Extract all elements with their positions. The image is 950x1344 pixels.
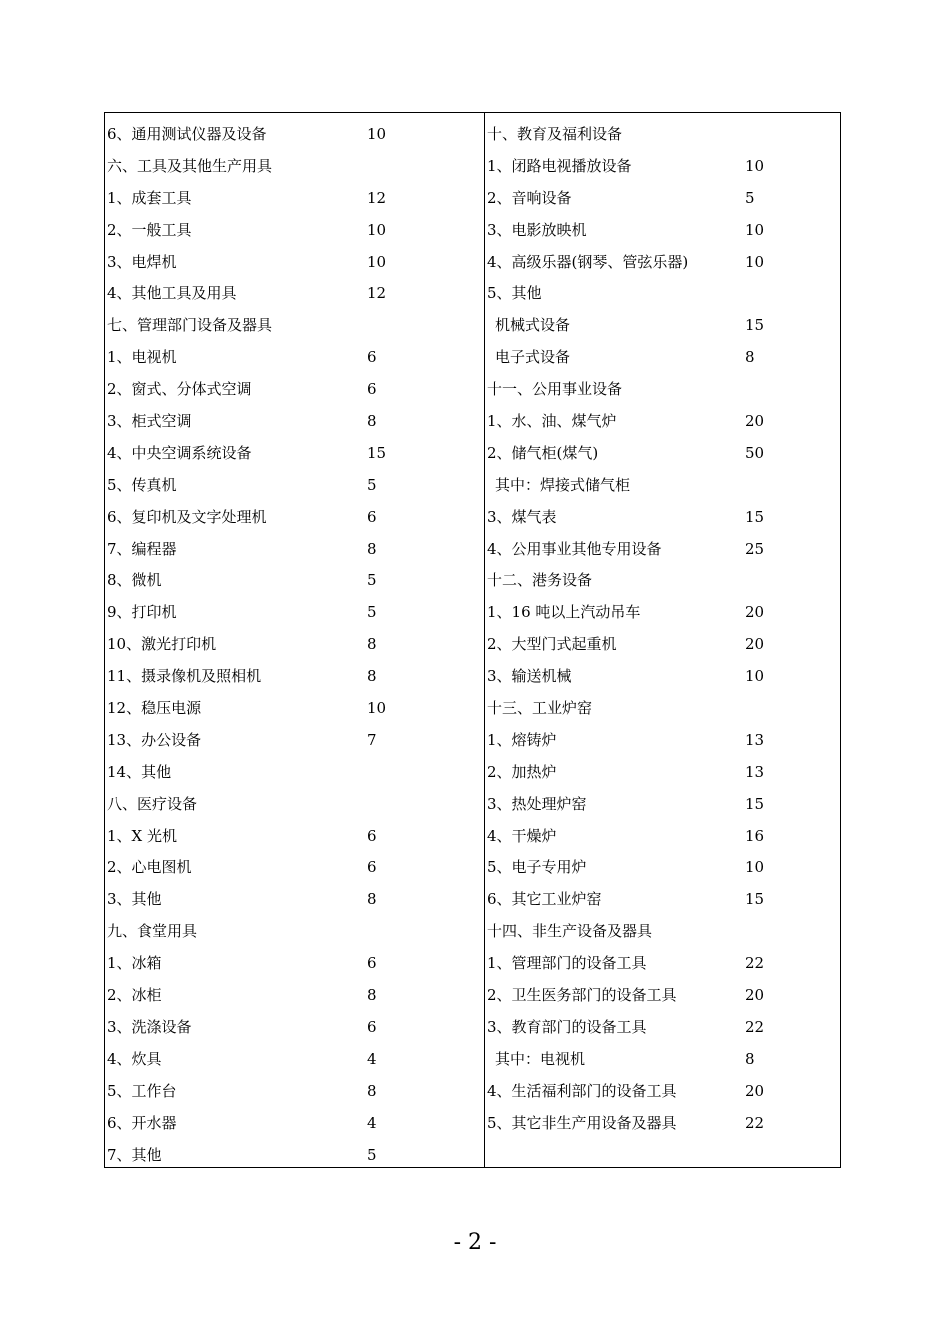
table-row	[487, 533, 837, 565]
depreciation-years: 22	[745, 1113, 765, 1132]
table-row	[487, 405, 837, 437]
depreciation-years: 15	[745, 890, 765, 909]
item-name: 六、工具及其他生产用具	[107, 156, 273, 175]
item-name: 2、大型门式起重机	[487, 635, 617, 654]
table-row	[107, 947, 481, 979]
depreciation-years: 8	[367, 412, 377, 431]
item-name: 3、柜式空调	[107, 412, 192, 431]
table-row	[487, 373, 837, 405]
item-name: 十一、公用事业设备	[487, 380, 623, 399]
item-name: 1、闭路电视播放设备	[487, 156, 632, 175]
item-name: 1、水、油、煤气炉	[487, 412, 617, 431]
item-name: 2、一般工具	[107, 220, 192, 239]
depreciation-years: 10	[367, 125, 387, 143]
table-row	[107, 341, 481, 373]
table-row	[107, 851, 481, 883]
depreciation-years: 6	[367, 507, 377, 526]
item-name: 十二、港务设备	[487, 571, 593, 590]
table-row	[107, 1139, 481, 1171]
table-row	[107, 1107, 481, 1139]
item-name: 3、电焊机	[107, 252, 177, 271]
item-name: 十四、非生产设备及器具	[487, 922, 653, 941]
depreciation-years: 8	[367, 890, 377, 909]
item-name: 5、工作台	[107, 1081, 177, 1100]
item-name: 6、开水器	[107, 1113, 177, 1132]
table-row	[487, 660, 837, 692]
table-row	[107, 979, 481, 1011]
item-name: 4、生活福利部门的设备工具	[487, 1081, 677, 1100]
item-name: 七、管理部门设备及器具	[107, 316, 273, 335]
left-column	[107, 118, 481, 1170]
table-row	[107, 1043, 481, 1075]
table-row	[107, 692, 481, 724]
item-name: 3、教育部门的设备工具	[487, 1017, 647, 1036]
table-row	[107, 1075, 481, 1107]
table-row	[487, 1107, 837, 1139]
depreciation-years: 6	[367, 380, 377, 399]
table-row	[107, 533, 481, 565]
table-row	[107, 437, 481, 469]
table-row	[487, 1043, 837, 1075]
depreciation-years: 6	[367, 826, 377, 845]
depreciation-years: 20	[745, 635, 765, 654]
item-name: 5、电子专用炉	[487, 858, 587, 877]
item-name: 1、管理部门的设备工具	[487, 954, 647, 973]
table-row	[107, 883, 481, 915]
item-name: 5、传真机	[107, 475, 177, 494]
item-name: 5、其它非生产用设备及器具	[487, 1113, 677, 1132]
table-row	[107, 820, 481, 852]
item-name: 2、心电图机	[107, 858, 192, 877]
depreciation-years: 4	[367, 1049, 377, 1068]
table-row	[487, 214, 837, 246]
table-row	[487, 851, 837, 883]
depreciation-years: 8	[367, 635, 377, 654]
table-row	[487, 501, 837, 533]
depreciation-years: 6	[367, 858, 377, 877]
item-name: 12、稳压电源	[107, 699, 202, 718]
depreciation-years: 15	[367, 443, 387, 462]
depreciation-years: 10	[745, 667, 765, 686]
item-name: 6、其它工业炉窑	[487, 890, 602, 909]
depreciation-years: 16	[745, 826, 765, 845]
depreciation-years: 12	[367, 284, 387, 303]
depreciation-years: 5	[745, 188, 755, 207]
depreciation-years: 25	[745, 539, 765, 558]
depreciation-years: 22	[745, 1017, 765, 1036]
item-name: 1、电视机	[107, 348, 177, 367]
right-column	[487, 118, 837, 1139]
table-row	[487, 1075, 837, 1107]
depreciation-years: 8	[367, 667, 377, 686]
depreciation-years: 6	[367, 348, 377, 367]
table-row	[487, 437, 837, 469]
item-name: 7、其他	[107, 1145, 162, 1164]
table-row	[487, 596, 837, 628]
depreciation-years: 5	[367, 603, 377, 622]
depreciation-years: 4	[367, 1113, 377, 1132]
table-row	[487, 309, 837, 341]
item-name: 1、冰箱	[107, 954, 162, 973]
table-row	[487, 118, 837, 150]
depreciation-years: 15	[745, 507, 765, 526]
column-divider	[484, 112, 485, 1168]
item-name: 4、中央空调系统设备	[107, 443, 252, 462]
depreciation-years: 10	[367, 252, 387, 271]
depreciation-years: 20	[745, 1081, 765, 1100]
table-row	[107, 150, 481, 182]
table-row	[107, 246, 481, 278]
item-name: 4、其他工具及用具	[107, 284, 237, 303]
depreciation-years: 7	[367, 730, 377, 749]
table-row	[107, 1011, 481, 1043]
table-row	[107, 309, 481, 341]
item-name: 1、16 吨以上汽动吊车	[487, 603, 641, 622]
table-row	[487, 564, 837, 596]
table-row	[107, 405, 481, 437]
item-name: 5、其他	[487, 284, 542, 303]
table-row	[107, 214, 481, 246]
item-name: 3、电影放映机	[487, 220, 587, 239]
table-row	[107, 469, 481, 501]
item-name: 电子式设备	[495, 348, 571, 367]
table-row	[487, 150, 837, 182]
table-row	[487, 788, 837, 820]
depreciation-years: 5	[367, 475, 377, 494]
item-name: 13、办公设备	[107, 730, 202, 749]
depreciation-years: 5	[367, 1145, 377, 1164]
table-row	[487, 628, 837, 660]
item-name: 机械式设备	[495, 316, 571, 335]
depreciation-years: 8	[367, 1081, 377, 1100]
table-row	[107, 756, 481, 788]
depreciation-years: 8	[367, 539, 377, 558]
item-name: 1、成套工具	[107, 188, 192, 207]
table-row	[487, 277, 837, 309]
table-row	[107, 373, 481, 405]
depreciation-years: 10	[745, 156, 765, 175]
depreciation-years: 6	[367, 1017, 377, 1036]
table-row	[487, 1011, 837, 1043]
table-row	[107, 596, 481, 628]
item-name: 1、X 光机	[107, 826, 177, 845]
item-name: 2、冰柜	[107, 986, 162, 1005]
item-name: 十三、工业炉窑	[487, 699, 593, 718]
item-name: 其中：焊接式储气柜	[495, 475, 631, 494]
table-row	[487, 979, 837, 1011]
item-name: 14、其他	[107, 762, 172, 781]
table-row	[107, 277, 481, 309]
item-name: 10、激光打印机	[107, 635, 217, 654]
item-name: 八、医疗设备	[107, 794, 198, 813]
item-name: 3、其他	[107, 890, 162, 909]
item-name: 4、干燥炉	[487, 826, 557, 845]
table-row	[487, 182, 837, 214]
depreciation-years: 10	[745, 252, 765, 271]
table-row	[487, 341, 837, 373]
table-row	[487, 947, 837, 979]
depreciation-years: 20	[745, 986, 765, 1005]
depreciation-years: 13	[745, 762, 765, 781]
item-name: 6、复印机及文字处理机	[107, 507, 267, 526]
depreciation-years: 15	[745, 794, 765, 813]
depreciation-years: 10	[745, 220, 765, 239]
item-name: 4、高级乐器(钢琴、管弦乐器)	[487, 252, 689, 271]
item-name: 8、微机	[107, 571, 162, 590]
table-row	[107, 915, 481, 947]
item-name: 3、洗涤设备	[107, 1017, 192, 1036]
item-name: 1、熔铸炉	[487, 730, 557, 749]
table-row	[487, 915, 837, 947]
depreciation-years: 5	[367, 571, 377, 590]
item-name: 9、打印机	[107, 603, 177, 622]
table-row	[487, 469, 837, 501]
depreciation-years: 22	[745, 954, 765, 973]
item-name: 2、储气柜(煤气)	[487, 443, 599, 462]
item-name: 7、编程器	[107, 539, 177, 558]
depreciation-years: 10	[745, 858, 765, 877]
item-name: 3、输送机械	[487, 667, 572, 686]
item-name: 九、食堂用具	[107, 922, 198, 941]
item-name: 2、音响设备	[487, 188, 572, 207]
table-row	[107, 501, 481, 533]
item-name: 2、窗式、分体式空调	[107, 380, 252, 399]
item-name: 3、煤气表	[487, 507, 557, 526]
item-name: 其中：电视机	[495, 1049, 586, 1068]
table-row	[107, 564, 481, 596]
depreciation-years: 8	[367, 986, 377, 1005]
table-row	[487, 883, 837, 915]
table-row	[107, 660, 481, 692]
depreciation-years: 50	[745, 443, 765, 462]
depreciation-years: 15	[745, 316, 765, 335]
table-row	[107, 628, 481, 660]
item-name: 11、摄录像机及照相机	[107, 667, 262, 686]
item-name: 2、加热炉	[487, 762, 557, 781]
depreciation-years: 10	[367, 699, 387, 718]
item-name: 2、卫生医务部门的设备工具	[487, 986, 677, 1005]
depreciation-years: 20	[745, 412, 765, 431]
table-row	[107, 788, 481, 820]
item-name: 6、通用测试仪器及设备	[107, 125, 267, 143]
table-row	[487, 246, 837, 278]
page-number: - 2 -	[453, 1230, 497, 1255]
table-row	[107, 118, 481, 150]
item-name: 4、炊具	[107, 1049, 162, 1068]
depreciation-years: 8	[745, 348, 755, 367]
item-name: 十、教育及福利设备	[487, 125, 623, 143]
depreciation-years: 20	[745, 603, 765, 622]
item-name: 4、公用事业其他专用设备	[487, 539, 662, 558]
table-row	[487, 724, 837, 756]
depreciation-years: 6	[367, 954, 377, 973]
table-row	[107, 724, 481, 756]
table-row	[487, 692, 837, 724]
depreciation-years: 10	[367, 220, 387, 239]
table-row	[487, 820, 837, 852]
depreciation-years: 8	[745, 1049, 755, 1068]
table-row	[487, 756, 837, 788]
table-row	[107, 182, 481, 214]
item-name: 3、热处理炉窑	[487, 794, 587, 813]
depreciation-years: 13	[745, 730, 765, 749]
depreciation-years: 12	[367, 188, 387, 207]
